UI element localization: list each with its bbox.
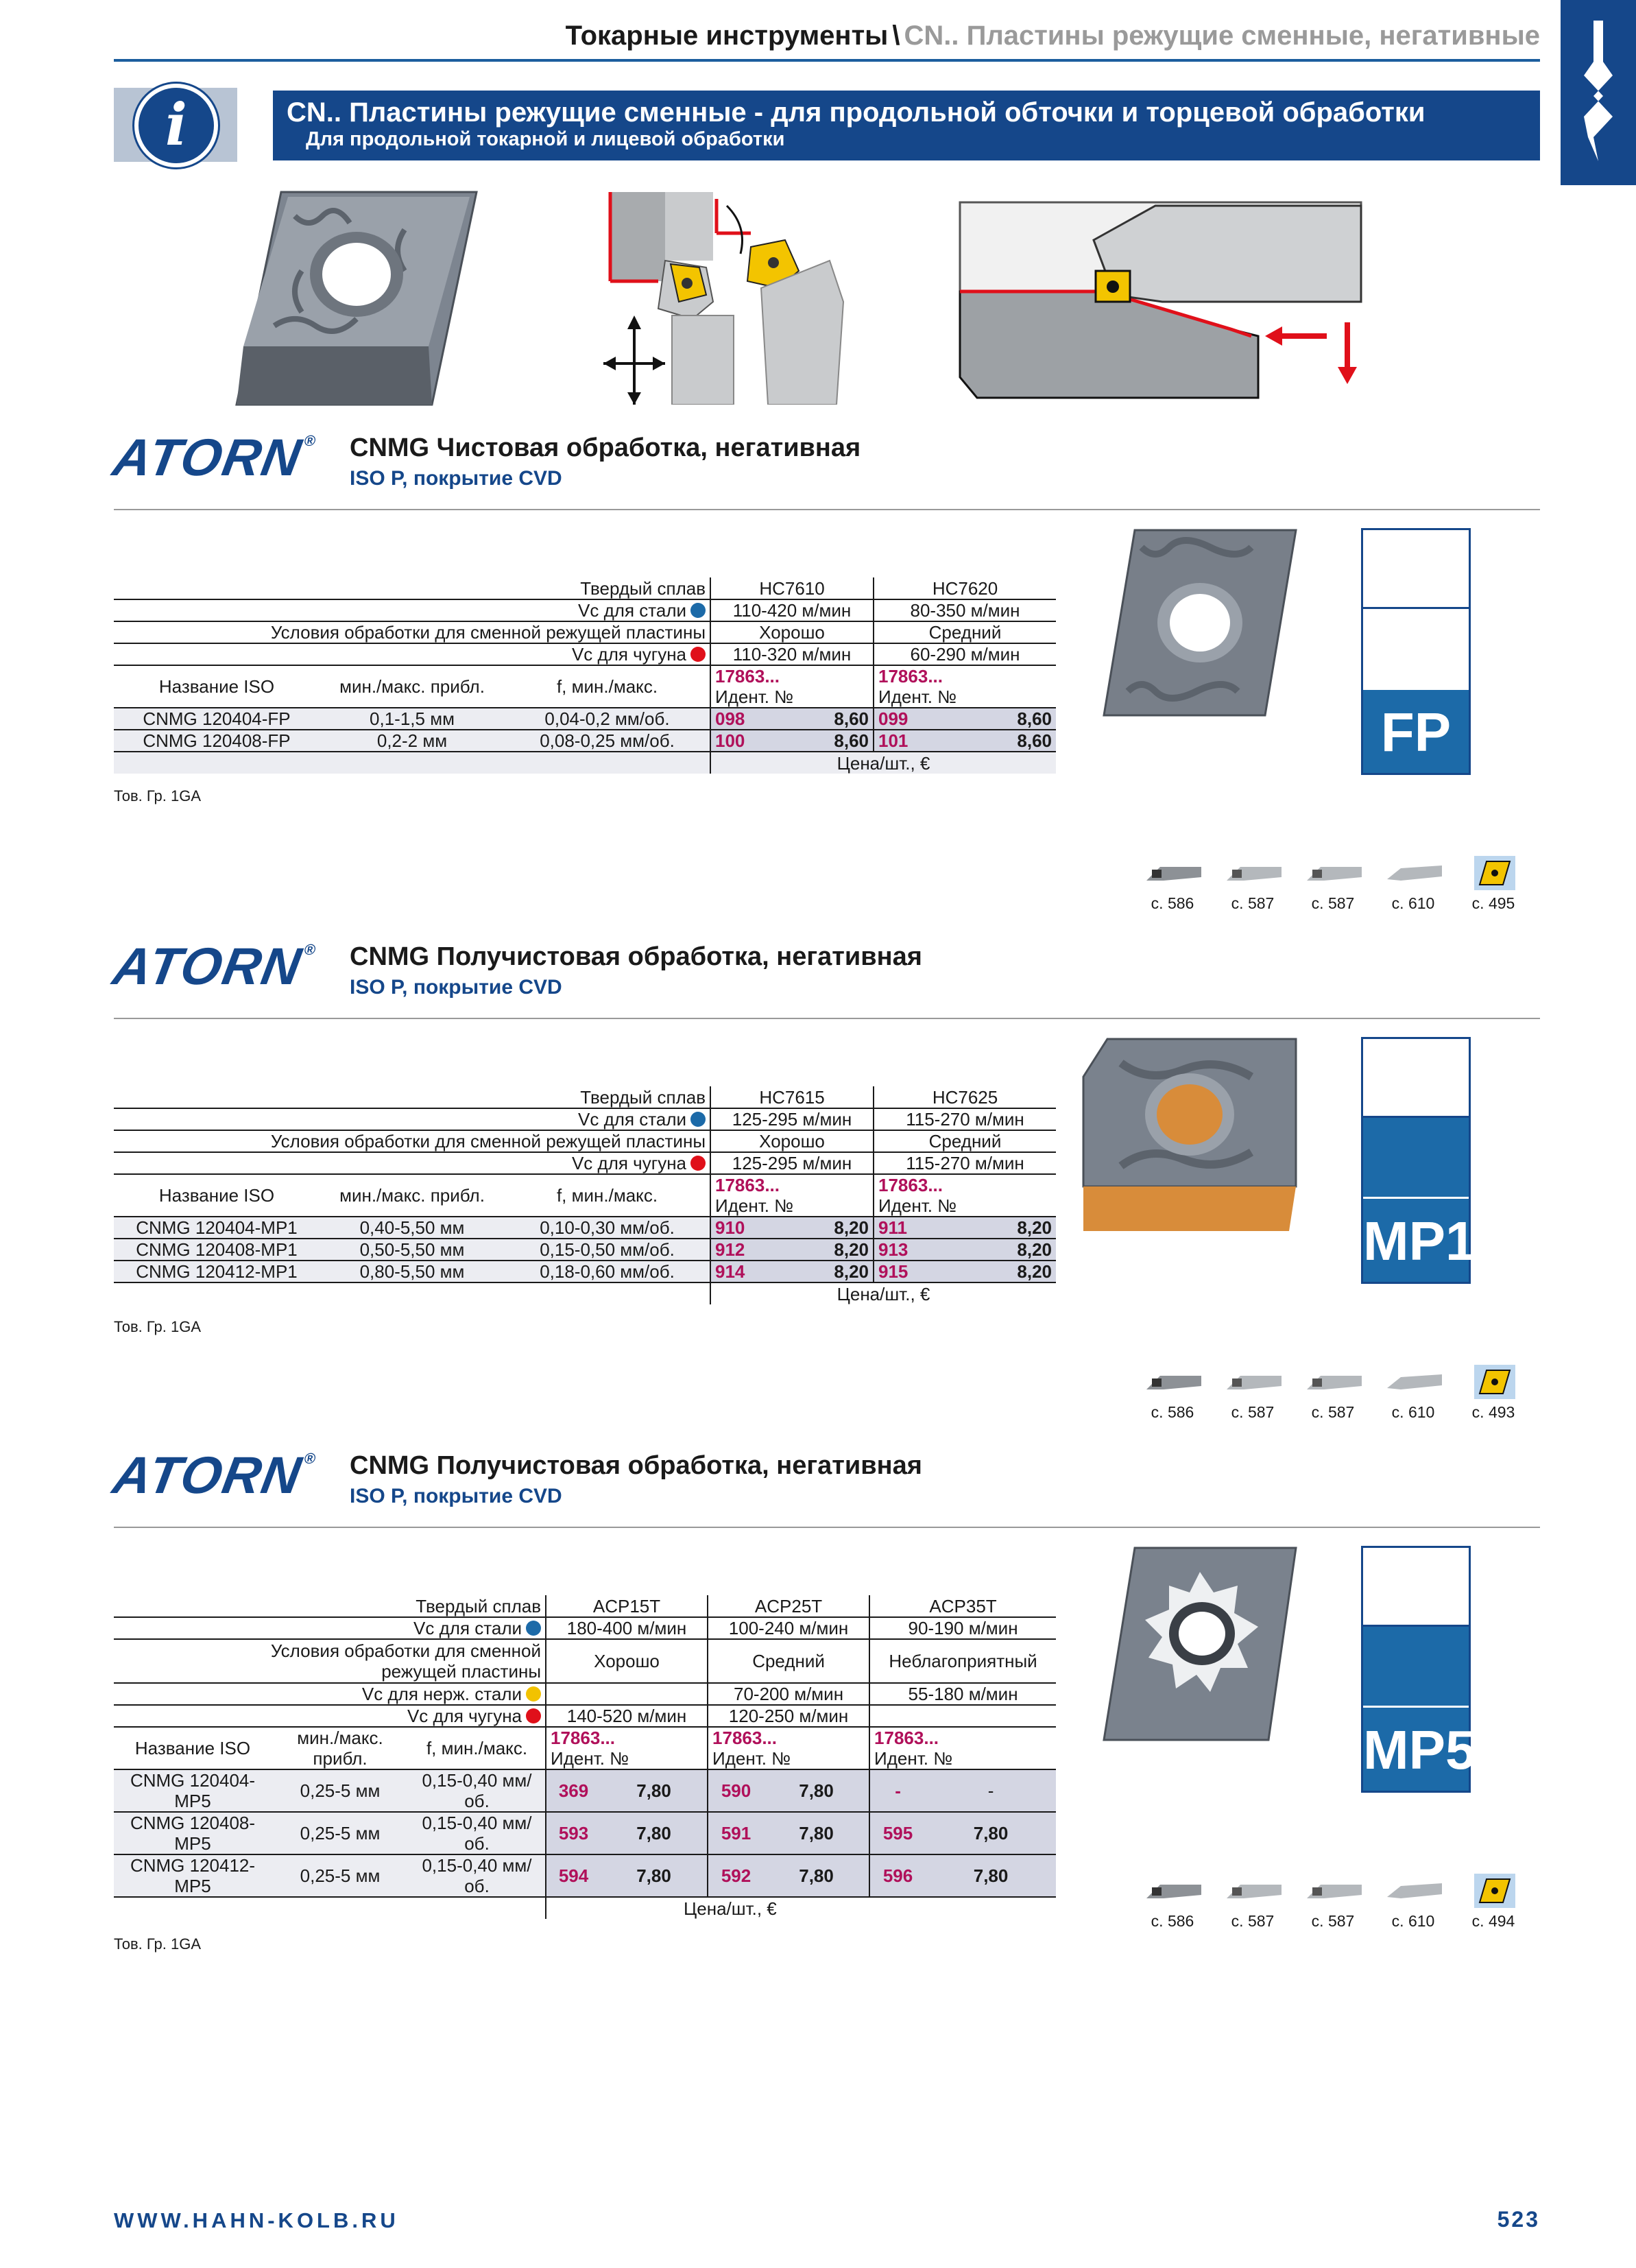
id-header: 17863... Идент. № — [710, 1174, 874, 1217]
operation-diagram-boring — [957, 199, 1368, 405]
hard-alloy-label: Твердый сплав — [580, 1086, 706, 1108]
boring-bar-icon — [1387, 1878, 1442, 1905]
vc-steel-label: Vc для стали — [114, 1617, 546, 1639]
vc-steel-value: 115-270 м/мин — [874, 1108, 1056, 1130]
article-id: 590 — [708, 1769, 764, 1812]
vc-stainless-label: Vc для нерж. стали — [114, 1683, 546, 1705]
drill-icon — [1573, 21, 1624, 165]
vc-cast-value: 110-320 м/мин — [710, 643, 874, 665]
vc-cast-label: Vc для чугуна — [114, 1152, 710, 1174]
table-row: CNMG 120404-MP1 0,40-5,50 мм 0,10-0,30 мм/об. 910 8,20 911 8,20 — [114, 1217, 1056, 1239]
section-subtitle: ISO P, покрытие CVD — [350, 976, 562, 999]
grade-name: ACP15T — [546, 1595, 708, 1617]
grade-name: HC7620 — [874, 577, 1056, 599]
conditions-label: Условия обработки для сменной режущей пластины — [114, 621, 710, 643]
insert-shape-icon — [1467, 856, 1522, 890]
holder-ref[interactable]: с. 587 — [1218, 1363, 1287, 1425]
condition-value: Хорошо — [546, 1639, 708, 1683]
tool-holder-icon — [1227, 860, 1282, 887]
holder-references — [1138, 1872, 1536, 1934]
steel-dot-icon — [526, 1621, 541, 1636]
price: 7,80 — [764, 1854, 869, 1897]
spec-table-mp5 — [114, 1595, 1056, 1919]
vc-steel-value: 90-190 м/мин — [869, 1617, 1056, 1639]
article-id: 592 — [708, 1854, 764, 1897]
tool-holder-icon — [1146, 1878, 1201, 1905]
col-f-header: f, мин./макс. — [409, 1727, 546, 1769]
operation-diagram-turning — [603, 192, 850, 405]
condition-value: Хорошо — [710, 621, 874, 643]
badge-label: MP1 — [1363, 1197, 1469, 1282]
article-id: 594 — [546, 1854, 601, 1897]
article-id: 098 — [710, 708, 799, 730]
header-rule — [114, 59, 1540, 62]
id-header: 17863... Идент. № — [874, 665, 1056, 708]
price: 7,80 — [601, 1769, 708, 1812]
boring-bar-icon — [1387, 860, 1442, 887]
price: 7,80 — [764, 1812, 869, 1854]
price: 8,60 — [799, 708, 874, 730]
atorn-logo: ATORN® — [108, 429, 319, 487]
atorn-logo: ATORN® — [108, 1446, 319, 1505]
price: - — [926, 1769, 1056, 1812]
vc-steel-value: 100-240 м/мин — [708, 1617, 869, 1639]
vc-cast-value: 120-250 м/мин — [708, 1705, 869, 1727]
price: 8,60 — [963, 730, 1056, 752]
holder-ref[interactable]: с. 493 — [1459, 1363, 1528, 1425]
tool-holder-icon — [1307, 1369, 1362, 1396]
article-id: 596 — [869, 1854, 926, 1897]
holder-ref[interactable]: с. 610 — [1379, 1363, 1447, 1425]
conditions-label: Условия обработки для сменной режущей пластины — [114, 1130, 710, 1152]
table-row: CNMG 120404-FP 0,1-1,5 мм 0,04-0,2 мм/об. 098 8,60 099 8,60 — [114, 708, 1056, 730]
section-rule — [114, 1018, 1540, 1019]
price: 7,80 — [926, 1854, 1056, 1897]
col-iso-header: Название ISO — [114, 1727, 272, 1769]
price: 7,80 — [926, 1812, 1056, 1854]
footer-url[interactable]: WWW.HAHN-KOLB.RU — [114, 2208, 399, 2232]
id-header: 17863... Идент. № — [874, 1174, 1056, 1217]
article-id: 593 — [546, 1812, 601, 1854]
price: 8,20 — [963, 1239, 1056, 1261]
badge-label: FP — [1363, 688, 1469, 773]
product-group: Тов. Гр. 1GA — [114, 787, 202, 804]
vc-cast-value: 115-270 м/мин — [874, 1152, 1056, 1174]
grade-name: HC7610 — [710, 577, 874, 599]
vc-steel-value: 110-420 м/мин — [710, 599, 874, 621]
section-rule — [114, 1527, 1540, 1528]
chapter-tab[interactable] — [1561, 0, 1636, 185]
condition-value: Средний — [708, 1639, 869, 1683]
fp-insert-photo — [1100, 527, 1299, 719]
holder-ref[interactable]: с. 587 — [1299, 855, 1367, 916]
steel-dot-icon — [690, 1112, 706, 1127]
vc-steel-value: 125-295 м/мин — [710, 1108, 874, 1130]
price: 8,20 — [799, 1239, 874, 1261]
product-group: Тов. Гр. 1GA — [114, 1935, 202, 1953]
grade-badge-fp — [1361, 528, 1471, 775]
condition-value: Хорошо — [710, 1130, 874, 1152]
banner-subtitle: Для продольной токарной и лицевой обработки — [306, 128, 785, 150]
article-id: 099 — [874, 708, 963, 730]
page-header — [114, 15, 1540, 56]
price-label: Цена/шт., € — [546, 1897, 1056, 1919]
section-title: CNMG Получистовая обработка, негативная — [350, 1451, 922, 1480]
section-title: CNMG Получистовая обработка, негативная — [350, 942, 922, 971]
tool-holder-icon — [1307, 1878, 1362, 1905]
col-iso-header: Название ISO — [114, 1174, 320, 1217]
article-id: 913 — [874, 1239, 963, 1261]
vc-stainless-value — [546, 1683, 708, 1705]
info-banner — [273, 91, 1540, 160]
id-header: 17863... Идент. № — [869, 1727, 1056, 1769]
holder-ref[interactable]: с. 586 — [1138, 1872, 1207, 1934]
table-row: CNMG 120408-FP 0,2-2 мм 0,08-0,25 мм/об. 100 8,60 101 8,60 — [114, 730, 1056, 752]
holder-ref[interactable]: с. 587 — [1299, 1363, 1367, 1425]
article-id: 910 — [710, 1217, 799, 1239]
table-row: CNMG 120408-MP5 0,25-5 мм 0,15-0,40 мм/об. 593 7,80 591 7,80 595 7,80 — [114, 1812, 1056, 1854]
price: 8,20 — [963, 1261, 1056, 1282]
holder-references — [1138, 1363, 1536, 1425]
spec-table-mp1 — [114, 1086, 1056, 1304]
price-label: Цена/шт., € — [710, 752, 1056, 774]
price: 8,60 — [963, 708, 1056, 730]
price: 7,80 — [601, 1812, 708, 1854]
cast-dot-icon — [526, 1708, 541, 1723]
vc-cast-label: Vc для чугуна — [114, 643, 710, 665]
insert-shape-icon — [1467, 1874, 1522, 1908]
article-id: 912 — [710, 1239, 799, 1261]
holder-ref[interactable]: с. 494 — [1459, 1872, 1528, 1934]
table-row: CNMG 120412-MP5 0,25-5 мм 0,15-0,40 мм/об. 594 7,80 592 7,80 596 7,80 — [114, 1854, 1056, 1897]
vc-steel-label: Vc для стали — [114, 1108, 710, 1130]
vc-cast-value: 125-295 м/мин — [710, 1152, 874, 1174]
header-subcategory: CN.. Пластины режущие сменные, негативные — [904, 21, 1540, 51]
article-id: 100 — [710, 730, 799, 752]
price: 8,20 — [963, 1217, 1056, 1239]
header-category: Токарные инструменты — [565, 21, 889, 51]
spec-table-fp — [114, 577, 1056, 774]
holder-ref[interactable]: с. 610 — [1379, 1872, 1447, 1934]
article-id: 101 — [874, 730, 963, 752]
id-header: 17863... Идент. № — [710, 665, 874, 708]
tool-holder-icon — [1307, 860, 1362, 887]
holder-ref[interactable]: с. 587 — [1299, 1872, 1367, 1934]
atorn-logo: ATORN® — [108, 938, 319, 996]
price: 8,60 — [799, 730, 874, 752]
article-id: 591 — [708, 1812, 764, 1854]
grade-name: ACP25T — [708, 1595, 869, 1617]
table-row: CNMG 120412-MP1 0,80-5,50 мм 0,18-0,60 мм/об. 914 8,20 915 8,20 — [114, 1261, 1056, 1282]
tool-holder-icon — [1227, 1878, 1282, 1905]
header-separator: \ — [892, 21, 900, 51]
stainless-dot-icon — [526, 1686, 541, 1702]
hard-alloy-label: Твердый сплав — [580, 577, 706, 599]
col-ap-header: мин./макс. прибл. — [320, 665, 505, 708]
badge-label: MP5 — [1363, 1706, 1469, 1791]
holder-ref[interactable]: с. 587 — [1218, 1872, 1287, 1934]
condition-value: Средний — [874, 1130, 1056, 1152]
id-header: 17863... Идент. № — [708, 1727, 869, 1769]
vc-cast-value — [869, 1705, 1056, 1727]
price: 8,20 — [799, 1261, 874, 1282]
article-id: 911 — [874, 1217, 963, 1239]
grade-badge-mp5 — [1361, 1546, 1476, 1793]
condition-value: Неблагоприятный — [869, 1639, 1056, 1683]
vc-steel-label: Vc для стали — [114, 599, 710, 621]
grade-badge-mp1 — [1361, 1037, 1476, 1284]
condition-value: Средний — [874, 621, 1056, 643]
holder-references — [1138, 855, 1536, 916]
col-f-header: f, мин./макс. — [505, 1174, 710, 1217]
holder-ref[interactable]: с. 495 — [1459, 855, 1528, 916]
price: 8,20 — [799, 1217, 874, 1239]
vc-steel-value: 180-400 м/мин — [546, 1617, 708, 1639]
article-id: 595 — [869, 1812, 926, 1854]
article-id: 914 — [710, 1261, 799, 1282]
vc-steel-value: 80-350 м/мин — [874, 599, 1056, 621]
conditions-label: Условия обработки для сменной режущей пластины — [114, 1639, 546, 1683]
vc-stainless-value: 55-180 м/мин — [869, 1683, 1056, 1705]
page-number: 523 — [1497, 2207, 1540, 2232]
vc-cast-value: 140-520 м/мин — [546, 1705, 708, 1727]
table-row: CNMG 120404-MP5 0,25-5 мм 0,15-0,40 мм/об. 369 7,80 590 7,80 - - — [114, 1769, 1056, 1812]
tool-holder-icon — [1146, 1369, 1201, 1396]
col-ap-header: мин./макс. прибл. — [320, 1174, 505, 1217]
col-ap-header: мин./макс. прибл. — [272, 1727, 409, 1769]
insert-shape-icon — [1467, 1365, 1522, 1399]
col-f-header: f, мин./макс. — [505, 665, 710, 708]
boring-bar-icon — [1387, 1369, 1442, 1396]
banner-title: CN.. Пластины режущие сменные - для продольной обточки и торцевой обработки — [287, 97, 1426, 128]
cast-dot-icon — [690, 1156, 706, 1171]
tool-holder-icon — [1146, 860, 1201, 887]
tool-holder-icon — [1227, 1369, 1282, 1396]
vc-cast-value: 60-290 м/мин — [874, 643, 1056, 665]
price: 7,80 — [601, 1854, 708, 1897]
grade-name: ACP35T — [869, 1595, 1056, 1617]
grade-name: HC7615 — [710, 1086, 874, 1108]
holder-ref[interactable]: с. 610 — [1379, 855, 1447, 916]
grade-name: HC7625 — [874, 1086, 1056, 1108]
price-label: Цена/шт., € — [710, 1282, 1056, 1304]
holder-ref[interactable]: с. 586 — [1138, 1363, 1207, 1425]
price: 7,80 — [764, 1769, 869, 1812]
section-subtitle: ISO P, покрытие CVD — [350, 467, 562, 490]
info-icon: i — [134, 84, 218, 167]
holder-ref[interactable]: с. 586 — [1138, 855, 1207, 916]
article-id: 915 — [874, 1261, 963, 1282]
id-header: 17863... Идент. № — [546, 1727, 708, 1769]
hard-alloy-label: Твердый сплав — [416, 1595, 542, 1616]
vc-stainless-value: 70-200 м/мин — [708, 1683, 869, 1705]
mp5-insert-photo — [1100, 1544, 1299, 1743]
cast-dot-icon — [690, 647, 706, 662]
product-group: Тов. Гр. 1GA — [114, 1318, 202, 1335]
holder-ref[interactable]: с. 587 — [1218, 855, 1287, 916]
article-id: 369 — [546, 1769, 601, 1812]
mp1-insert-photo — [1080, 1036, 1299, 1234]
cnmg-insert-illustration — [233, 189, 480, 408]
section-subtitle: ISO P, покрытие CVD — [350, 1485, 562, 1507]
section-rule — [114, 509, 1540, 510]
vc-cast-label: Vc для чугуна — [114, 1705, 546, 1727]
table-row: CNMG 120408-MP1 0,50-5,50 мм 0,15-0,50 мм/об. 912 8,20 913 8,20 — [114, 1239, 1056, 1261]
section-title: CNMG Чистовая обработка, негативная — [350, 433, 861, 462]
col-iso-header: Название ISO — [114, 665, 320, 708]
article-id: - — [869, 1769, 926, 1812]
steel-dot-icon — [690, 603, 706, 618]
